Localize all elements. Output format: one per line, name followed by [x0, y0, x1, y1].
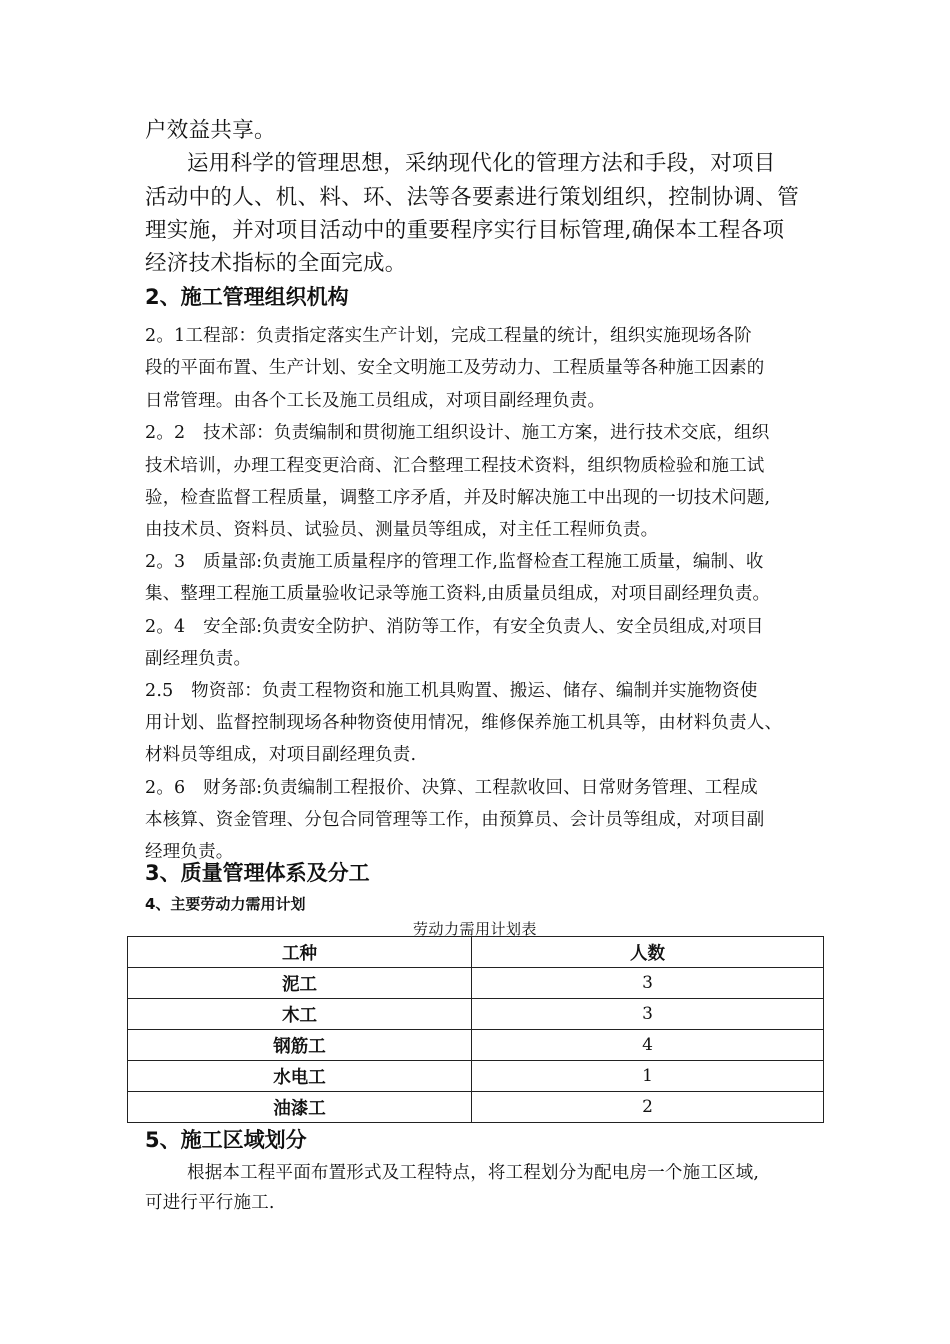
paragraph-line: 2。4 安全部:负责安全防护、消防等工作，有安全负责人、安全员组成,对项目	[145, 617, 764, 637]
paragraph-line: 验，检查监督工程质量，调整工序矛盾，并及时解决施工中出现的一切技术问题,	[145, 488, 771, 508]
table-header-row	[128, 937, 824, 968]
paragraph-line: 本核算、资金管理、分包合同管理等工作，由预算员、会计员等组成，对项目副	[145, 810, 765, 830]
paragraph-line: 根据本工程平面布置形式及工程特点，将工程划分为配电房一个施工区域,	[187, 1163, 760, 1183]
paragraph-line: 副经理负责。	[145, 649, 252, 669]
trade-cell: 钢筋工	[128, 1030, 472, 1061]
section-heading: 3、质量管理体系及分工	[145, 861, 370, 885]
paragraph-line: 由技术员、资料员、试验员、测量员等组成，对主任工程师负责。	[145, 520, 659, 540]
table-row	[128, 1061, 824, 1092]
section-heading: 4、主要劳动力需用计划	[145, 895, 306, 913]
paragraph-line: 2。2 技术部：负责编制和贯彻施工组织设计、施工方案，进行技术交底，组织	[145, 423, 770, 443]
paragraph-line: 2。1工程部：负责指定落实生产计划，完成工程量的统计，组织实施现场各阶	[145, 326, 752, 346]
count-cell: 2	[472, 1092, 824, 1123]
paragraph-line: 活动中的人、机、料、环、法等各要素进行策划组织，控制协调、管	[145, 185, 800, 210]
paragraph-line: 理实施，并对项目活动中的重要程序实行目标管理,确保本工程各项	[145, 218, 785, 243]
table-caption: 劳动力需用计划表	[413, 920, 538, 938]
table-row	[128, 999, 824, 1030]
count-cell: 1	[472, 1061, 824, 1092]
paragraph-line: 技术培训，办理工程变更洽商、汇合整理工程技术资料，组织物质检验和施工试	[145, 456, 765, 476]
paragraph-line: 经理负责。	[145, 842, 234, 862]
paragraph-line: 户效益共享。	[145, 118, 276, 143]
table-row	[128, 1030, 824, 1061]
section-heading: 5、施工区域划分	[145, 1128, 307, 1152]
paragraph-line: 用计划、监督控制现场各种物资使用情况，维修保养施工机具等，由材料负责人、	[145, 713, 783, 733]
count-cell: 3	[472, 999, 824, 1030]
table-row	[128, 968, 824, 999]
table-row	[128, 1092, 824, 1123]
count-cell: 4	[472, 1030, 824, 1061]
paragraph-line: 可进行平行施工.	[145, 1193, 275, 1213]
paragraph-line: 集、整理工程施工质量验收记录等施工资料,由质量员组成，对项目副经理负责。	[145, 584, 771, 604]
trade-cell: 水电工	[128, 1061, 472, 1092]
trade-cell: 木工	[128, 999, 472, 1030]
paragraph-line: 2。6 财务部:负责编制工程报价、决算、工程款收回、日常财务管理、工程成	[145, 778, 758, 798]
trade-cell: 油漆工	[128, 1092, 472, 1123]
labor-plan-table	[127, 936, 824, 1123]
paragraph-line: 2.5 物资部：负责工程物资和施工机具购置、搬运、储存、编制并实施物资使	[145, 681, 758, 701]
paragraph-line: 2。3 质量部:负责施工质量程序的管理工作,监督检查工程施工质量，编制、收	[145, 552, 764, 572]
trade-cell: 泥工	[128, 968, 472, 999]
paragraph-line: 经济技术指标的全面完成。	[145, 251, 407, 276]
section-heading: 2、施工管理组织机构	[145, 285, 349, 309]
paragraph-line: 日常管理。由各个工长及施工员组成，对项目副经理负责。	[145, 391, 606, 411]
column-header-trade: 工种	[128, 937, 472, 968]
paragraph-line: 材料员等组成，对项目副经理负责.	[145, 745, 417, 765]
paragraph-line: 运用科学的管理思想，采纳现代化的管理方法和手段，对项目	[187, 151, 776, 176]
paragraph-line: 段的平面布置、生产计划、安全文明施工及劳动力、工程质量等各种施工因素的	[145, 358, 765, 378]
count-cell: 3	[472, 968, 824, 999]
column-header-count: 人数	[472, 937, 824, 968]
